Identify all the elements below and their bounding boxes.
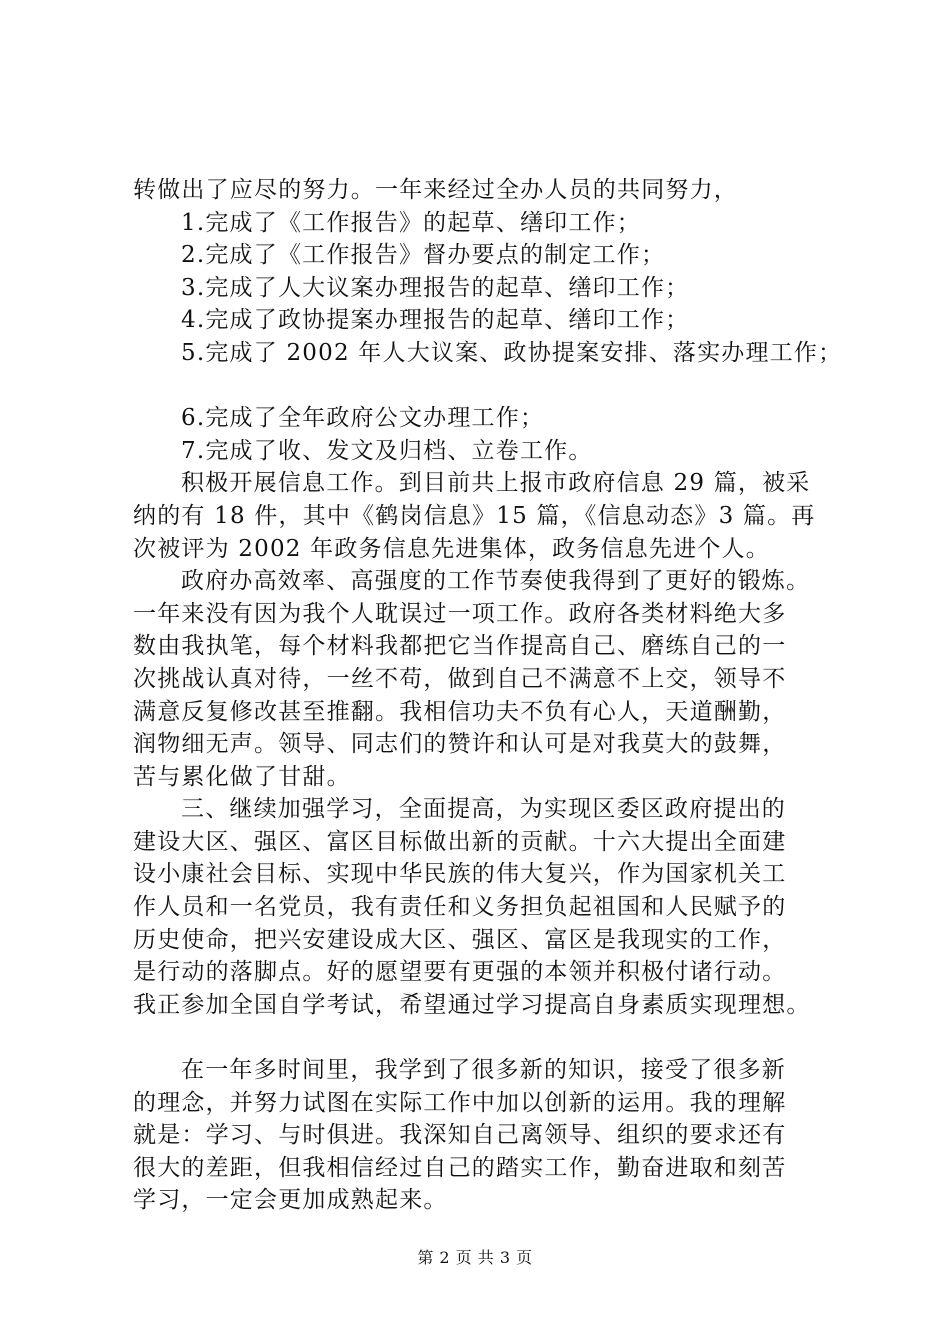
paragraph bbox=[133, 1054, 853, 1217]
paragraph bbox=[133, 304, 853, 337]
text-line: 的理念，并努力试图在实际工作中加以创新的运用。我的理解 bbox=[133, 1089, 787, 1116]
text-line: 很大的差距，但我相信经过自己的踏实工作，勤奋进取和刻苦 bbox=[133, 1154, 787, 1181]
paragraph bbox=[133, 272, 853, 305]
paragraph bbox=[133, 467, 853, 565]
text-line: 3.完成了人大议案办理报告的起草、缮印工作； bbox=[181, 274, 690, 301]
paragraph bbox=[133, 337, 853, 370]
paragraph-gap bbox=[133, 370, 853, 403]
text-line: 作人员和一名党员，我有责任和义务担负起祖国和人民赋予的 bbox=[133, 894, 787, 921]
text-line: 纳的有 18 件，其中《鹤岗信息》15 篇，《信息动态》3 篇。再 bbox=[133, 502, 816, 529]
paragraph-gap bbox=[133, 1021, 853, 1054]
text-line: 5.完成了 2002 年人大议案、政协提案安排、落实办理工作； bbox=[181, 339, 843, 366]
text-line: 政府办高效率、高强度的工作节奏使我得到了更好的锻炼。 bbox=[181, 568, 811, 595]
text-line: 6.完成了全年政府公文办理工作； bbox=[181, 405, 545, 432]
text-line: 是行动的落脚点。好的愿望要有更强的本领并积极付诸行动。 bbox=[133, 959, 787, 986]
text-line: 就是：学习、与时俱进。我深知自己离领导、组织的要求还有 bbox=[133, 1122, 787, 1149]
text-line: 苦与累化做了甘甜。 bbox=[133, 763, 351, 790]
text-line: 历史使命，把兴安建设成大区、强区、富区是我现实的工作， bbox=[133, 926, 787, 953]
text-line: 数由我执笔，每个材料我都把它当作提高自己、磨练自己的一 bbox=[133, 633, 787, 660]
text-line: 设小康社会目标、实现中华民族的伟大复兴，作为国家机关工 bbox=[133, 861, 787, 888]
text-line: 4.完成了政协提案办理报告的起草、缮印工作； bbox=[181, 307, 690, 334]
text-line: 建设大区、强区、富区目标做出新的贡献。十六大提出全面建 bbox=[133, 828, 787, 855]
paragraph bbox=[133, 239, 853, 272]
paragraph bbox=[133, 207, 853, 240]
text-line: 三、继续加强学习，全面提高，为实现区委区政府提出的 bbox=[181, 796, 786, 823]
text-line: 2.完成了《工作报告》督办要点的制定工作； bbox=[181, 242, 666, 269]
paragraph bbox=[133, 402, 853, 435]
text-line: 次挑战认真对待，一丝不苟，做到自己不满意不上交，领导不 bbox=[133, 665, 787, 692]
text-line: 转做出了应尽的努力。一年来经过全办人员的共同努力， bbox=[133, 177, 738, 203]
text-line: 学习，一定会更加成熟起来。 bbox=[133, 1187, 448, 1214]
text-line: 满意反复修改甚至推翻。我相信功夫不负有心人，天道酬勤， bbox=[133, 698, 787, 725]
text-line: 一年来没有因为我个人耽误过一项工作。政府各类材料绝大多 bbox=[133, 600, 787, 627]
paragraph bbox=[133, 565, 853, 793]
paragraph bbox=[133, 435, 853, 468]
text-line: 积极开展信息工作。到目前共上报市政府信息 29 篇，被采 bbox=[181, 470, 811, 497]
page-footer: 第 2 页 共 3 页 bbox=[417, 1248, 533, 1267]
text-line: 我正参加全国自学考试，希望通过学习提高自身素质实现理想。 bbox=[133, 991, 811, 1018]
paragraph bbox=[133, 793, 853, 1021]
paragraph bbox=[133, 174, 853, 207]
text-line: 润物细无声。领导、同志们的赞许和认可是对我莫大的鼓舞， bbox=[133, 731, 787, 758]
text-line: 次被评为 2002 年政务信息先进集体，政务信息先进个人。 bbox=[133, 535, 770, 562]
text-line: 7.完成了收、发文及归档、立卷工作。 bbox=[181, 437, 593, 464]
text-line: 1.完成了《工作报告》的起草、缮印工作； bbox=[181, 209, 641, 236]
text-line: 在一年多时间里，我学到了很多新的知识，接受了很多新 bbox=[181, 1057, 786, 1084]
document-body bbox=[133, 174, 853, 1217]
